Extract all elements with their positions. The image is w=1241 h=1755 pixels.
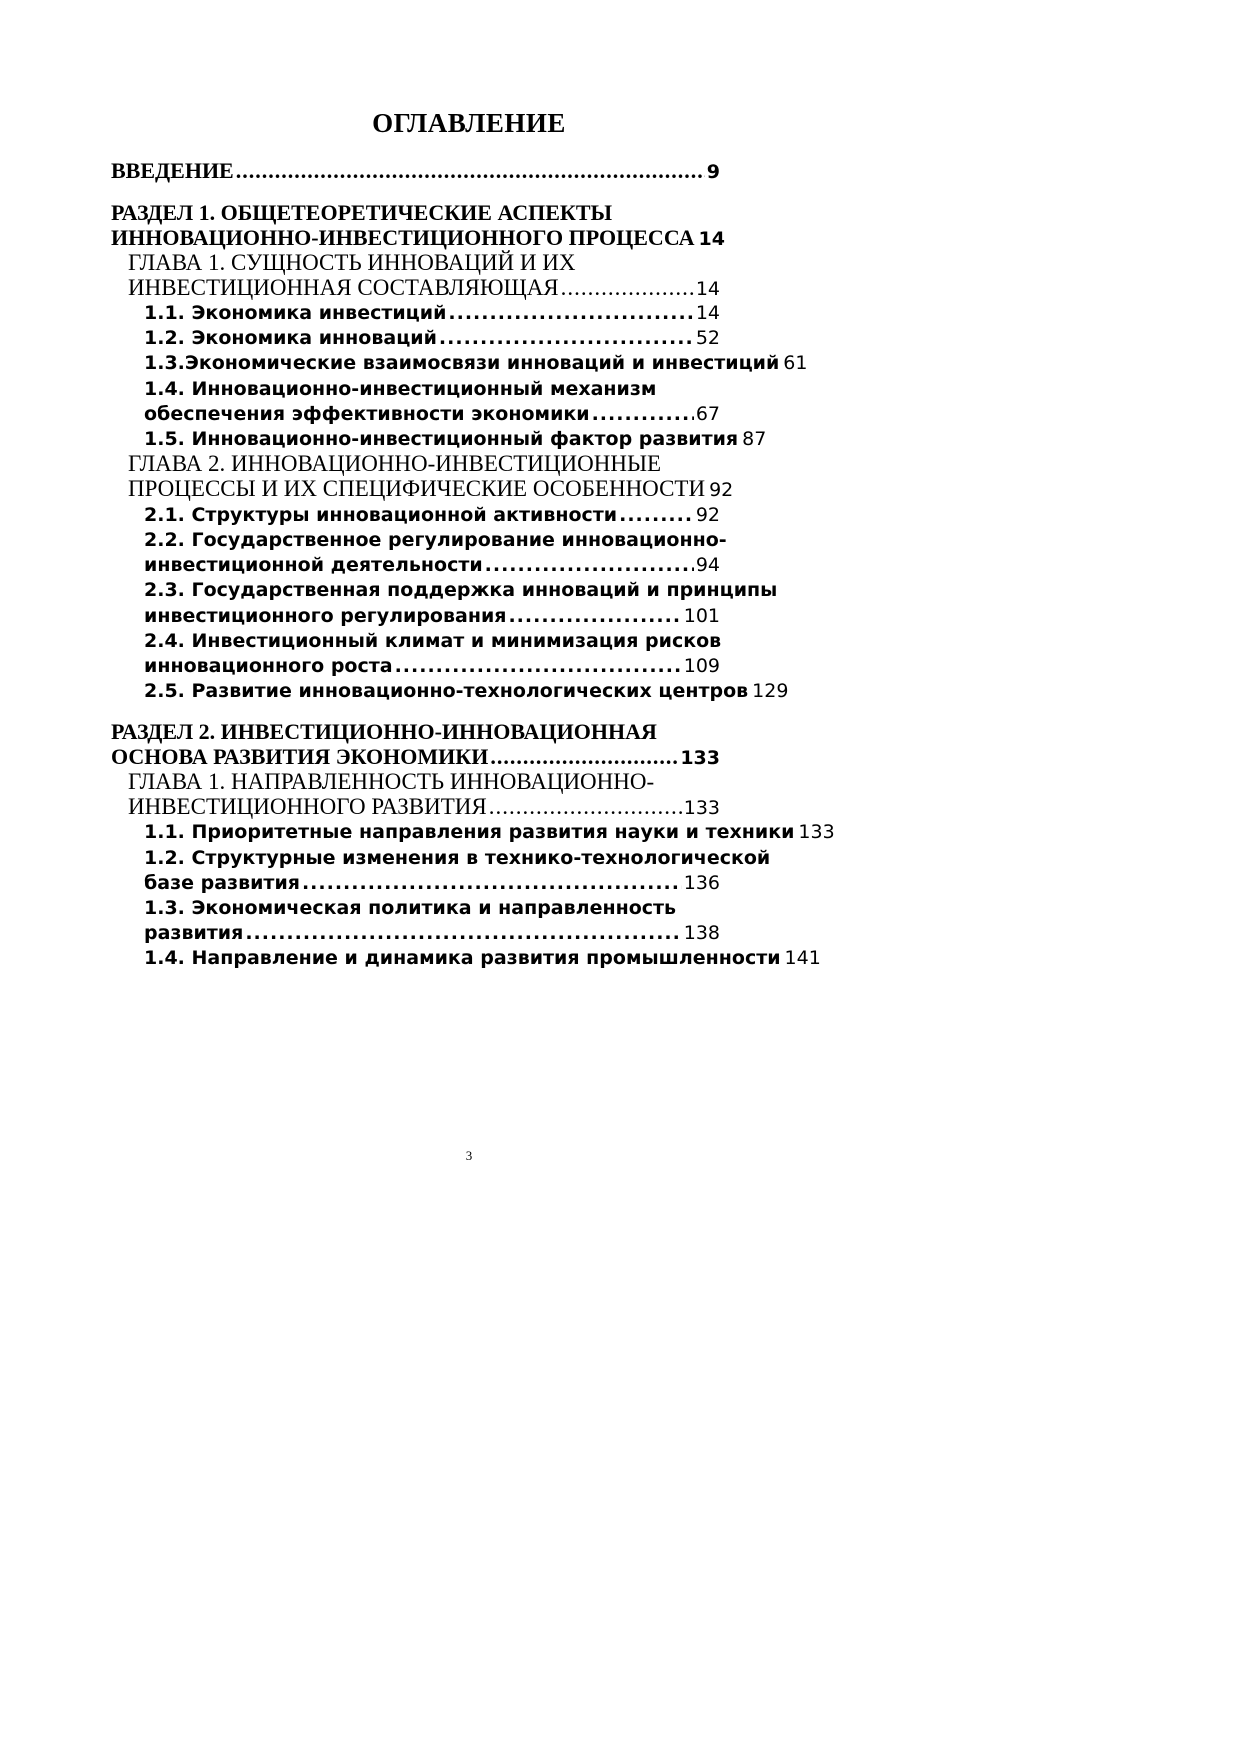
toc-entry-title: ГЛАВА 2. ИННОВАЦИОННО-ИНВЕСТИЦИОННЫЕ <box>128 451 662 476</box>
toc-item-1-4[interactable] <box>144 400 720 428</box>
toc-item-2-4-line1[interactable] <box>144 627 720 655</box>
toc-entry-title: инвестиционной деятельности <box>144 554 483 576</box>
toc-section-1[interactable] <box>111 224 725 252</box>
dot-leader <box>619 501 694 529</box>
toc-page-number: 109 <box>683 655 720 677</box>
toc-page-number: 136 <box>683 872 720 894</box>
toc-section-1-title-line1[interactable] <box>111 199 720 227</box>
toc-entry-title: 2.3. Государственная поддержка инноваций и принципы <box>144 579 778 601</box>
toc-entry-title: РАЗДЕЛ 2. ИНВЕСТИЦИОННО-ИННОВАЦИОННАЯ <box>111 719 657 744</box>
dot-leader <box>245 919 681 947</box>
toc-entry-title: инвестиционного регулирования <box>144 605 507 627</box>
toc-item-1-4-line1[interactable] <box>144 375 720 403</box>
toc-section-2-title-line1[interactable] <box>111 718 720 746</box>
toc-entry-title: базе развития <box>144 872 300 894</box>
toc-item-2-2[interactable] <box>144 551 720 579</box>
toc-entry-intro[interactable] <box>111 157 720 185</box>
toc-entry-title: 2.5. Развитие инновационно-технологических центров <box>144 680 749 702</box>
toc-page-number: 138 <box>683 922 720 944</box>
footer-page-number: 3 <box>465 1148 473 1163</box>
toc-entry-title: ВВЕДЕНИЕ <box>111 158 234 183</box>
toc-item-1-5[interactable] <box>144 425 767 453</box>
toc-item-2-3[interactable] <box>144 602 720 630</box>
toc-entry-title: ПРОЦЕССЫ И ИХ СПЕЦИФИЧЕСКИЕ ОСОБЕННОСТИ <box>128 476 706 501</box>
toc-page-number: 61 <box>783 352 808 374</box>
toc-entry-title: 1.3. Экономическая политика и направленность <box>144 897 677 919</box>
toc-page-number: 67 <box>695 403 720 425</box>
toc-section-2[interactable] <box>111 743 720 771</box>
dot-leader <box>236 157 705 185</box>
toc-entry-title: 2.2. Государственное регулирование инновационно- <box>144 529 727 551</box>
toc-entry-title: 1.2. Структурные изменения в технико-технологической <box>144 847 771 869</box>
toc-page-number: 9 <box>706 161 720 183</box>
toc-entry-title: ОСНОВА РАЗВИТИЯ ЭКОНОМИКИ <box>111 744 489 769</box>
toc-page-number: 87 <box>742 428 767 450</box>
toc-entry-title: ГЛАВА 1. СУЩНОСТЬ ИННОВАЦИЙ И ИХ <box>128 250 576 275</box>
toc-item-s2-1-2-line1[interactable] <box>144 844 771 872</box>
toc-item-2-3-line1[interactable] <box>144 576 778 604</box>
toc-entry-title: ИНВЕСТИЦИОННОГО РАЗВИТИЯ <box>128 794 487 819</box>
toc-entry-title: развития <box>144 922 244 944</box>
toc-page-number: 14 <box>698 228 725 250</box>
toc-item-s2-1-4[interactable] <box>144 944 821 972</box>
toc-item-s2-1-3[interactable] <box>144 919 720 947</box>
toc-page-number: 92 <box>695 504 720 526</box>
toc-page-number: 94 <box>695 554 720 576</box>
toc-entry-title: 1.5. Инновационно-инвестиционный фактор развития <box>144 428 739 450</box>
toc-page-number: 92 <box>709 479 734 501</box>
toc-page-number: 141 <box>784 947 821 969</box>
toc-item-1-2[interactable] <box>144 324 720 352</box>
toc-entry-title: 1.4. Инновационно-инвестиционный механизм <box>144 378 657 400</box>
toc-item-1-3[interactable] <box>144 349 808 377</box>
toc-entry-title: 1.4. Направление и динамика развития промышленности <box>144 947 781 969</box>
dot-leader <box>395 652 682 680</box>
toc-chapter-2-1[interactable] <box>128 793 720 821</box>
toc-entry-title: РАЗДЕЛ 1. ОБЩЕТЕОРЕТИЧЕСКИЕ АСПЕКТЫ <box>111 200 613 225</box>
toc-entry-title: 2.4. Инвестиционный климат и минимизация рисков <box>144 630 722 652</box>
toc-chapter-1-1-line1[interactable] <box>128 249 720 277</box>
toc-chapter-1-2-line1[interactable] <box>128 450 720 478</box>
dot-leader <box>489 793 682 821</box>
toc-item-s2-1-2[interactable] <box>144 869 720 897</box>
toc-page-number: 129 <box>752 680 789 702</box>
toc-item-2-1[interactable] <box>144 501 720 529</box>
dot-leader <box>302 869 682 897</box>
toc-page-number: 133 <box>680 747 720 769</box>
toc-page-number: 101 <box>683 605 720 627</box>
toc-entry-title: 1.2. Экономика инноваций <box>144 327 437 349</box>
toc-item-2-4[interactable] <box>144 652 720 680</box>
toc-page-number: 14 <box>695 302 720 324</box>
toc-chapter-2-1-line1[interactable] <box>128 768 720 796</box>
toc-page-number: 133 <box>683 797 720 819</box>
dot-leader <box>592 400 694 428</box>
dot-leader <box>490 743 678 771</box>
toc-item-s2-1-3-line1[interactable] <box>144 894 720 922</box>
toc-entry-title: 1.3.Экономические взаимосвязи инноваций и инвестиций <box>144 352 780 374</box>
toc-chapter-1-1[interactable] <box>128 274 720 302</box>
toc-item-2-2-line1[interactable] <box>144 526 727 554</box>
toc-item-s2-1-1[interactable] <box>144 818 835 846</box>
toc-entry-title: ИННОВАЦИОННО-ИНВЕСТИЦИОННОГО ПРОЦЕССА <box>111 225 695 250</box>
dot-leader <box>561 274 694 302</box>
dot-leader <box>439 324 694 352</box>
dot-leader <box>485 551 694 579</box>
toc-entry-title: обеспечения эффективности экономики <box>144 403 590 425</box>
toc-page-number: 14 <box>695 278 720 300</box>
toc-chapter-1-2[interactable] <box>128 475 734 503</box>
toc-entry-title: инновационного роста <box>144 655 393 677</box>
toc-entry-title: ИНВЕСТИЦИОННАЯ СОСТАВЛЯЮЩАЯ <box>128 275 559 300</box>
dot-leader <box>508 602 681 630</box>
toc-entry-title: ГЛАВА 1. НАПРАВЛЕННОСТЬ ИННОВАЦИОННО- <box>128 769 655 794</box>
page-title: ОГЛАВЛЕНИЕ <box>372 108 566 138</box>
toc-item-1-1[interactable] <box>144 299 720 327</box>
toc-page-number: 133 <box>798 821 835 843</box>
dot-leader <box>448 299 693 327</box>
toc-entry-title: 1.1. Приоритетные направления развития науки и техники <box>144 821 795 843</box>
toc-item-2-5[interactable] <box>144 677 789 705</box>
toc-entry-title: 2.1. Структуры инновационной активности <box>144 504 618 526</box>
toc-page-number: 52 <box>695 327 720 349</box>
toc-entry-title: 1.1. Экономика инвестиций <box>144 302 447 324</box>
